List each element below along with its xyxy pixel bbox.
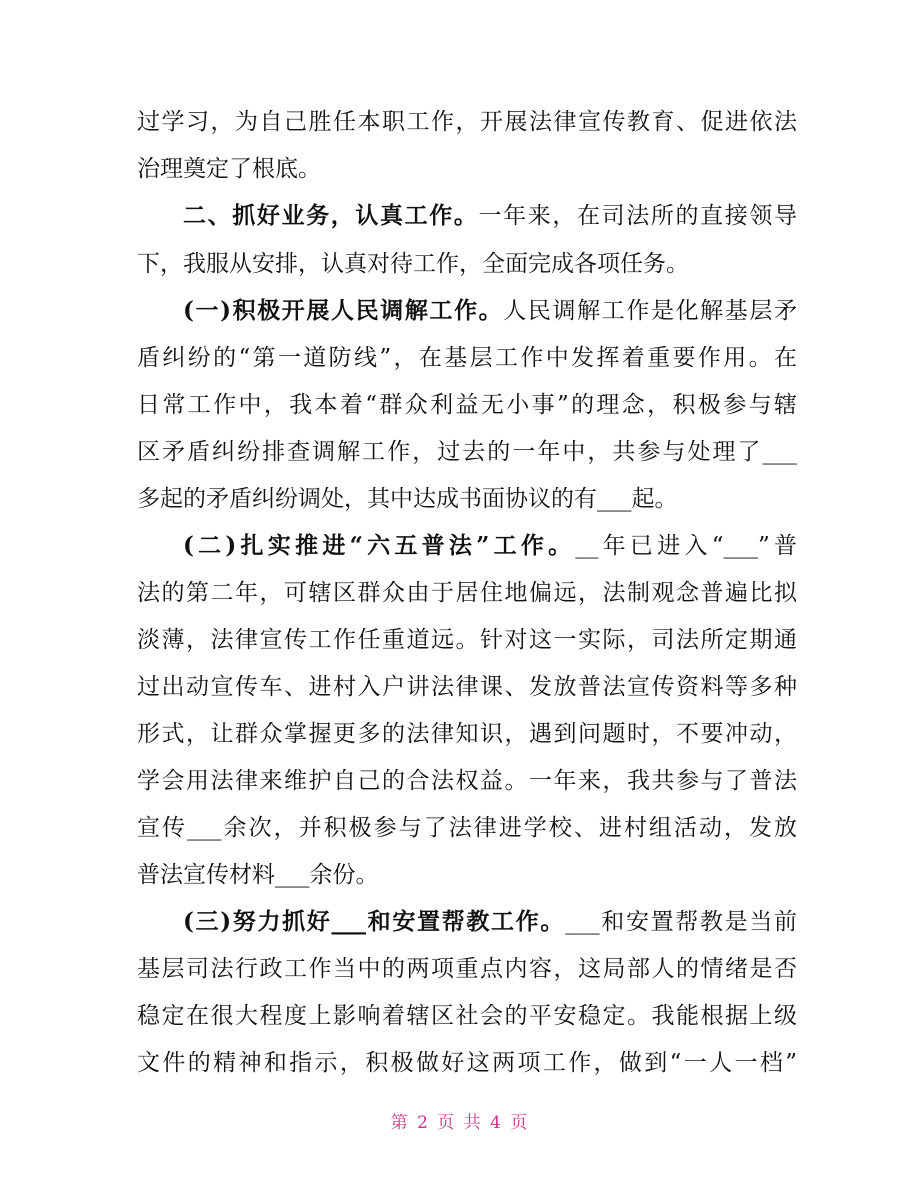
- subsection-text: 人民调解工作是化解基层矛: [503, 298, 797, 324]
- section-heading: 二、抓好业务，认真工作。: [183, 202, 479, 229]
- text-line: 过出动宣传车、进村入户讲法律课、发放普法宣传资料等多种: [137, 674, 797, 700]
- text-line: 淡薄，法律宣传工作任重道远。针对这一实际，司法所定期通: [137, 627, 797, 653]
- subsection-heading-paragraph: [183, 291, 797, 331]
- text-line: 下，我服从安排，认真对待工作，全面完成各项任务。: [137, 251, 689, 277]
- text-line: 宣传___余次，并积极参与了法律进学校、进村组活动，发放: [137, 815, 797, 841]
- section-text: 一年来，在司法所的直接领导: [478, 203, 797, 229]
- section-heading-paragraph: [183, 196, 797, 236]
- subsection-heading-paragraph: [183, 526, 797, 566]
- subsection-heading: (三)努力抓好___和安置帮教工作。: [183, 908, 566, 935]
- text-line: 文件的精神和指示，积极做好这两项工作，做到“一人一档”: [137, 1050, 797, 1076]
- text-line: 日常工作中，我本着“群众利益无小事”的理念，积极参与辖: [137, 392, 797, 418]
- subsection-heading-paragraph: [183, 902, 797, 942]
- text-line: 多起的矛盾纠纷调处，其中达成书面协议的有___起。: [137, 486, 678, 512]
- text-line: 形式，让群众掌握更多的法律知识，遇到问题时，不要冲动，: [137, 721, 797, 747]
- page-number-footer: 第 2 页 共 4 页: [390, 1113, 530, 1133]
- subsection-text: ___和安置帮教是当前: [565, 909, 798, 935]
- text-line: 盾纠纷的“第一道防线”，在基层工作中发挥着重要作用。在: [137, 345, 797, 371]
- subsection-heading: (二)扎实推进“六五普法”工作。: [183, 532, 576, 559]
- text-line: 法的第二年，可辖区群众由于居住地偏远，法制观念普遍比拟: [137, 580, 797, 606]
- text-line: 过学习，为自己胜任本职工作，开展法律宣传教育、促进依法: [137, 109, 797, 135]
- text-line: 区矛盾纠纷排查调解工作，过去的一年中，共参与处理了___: [137, 439, 797, 465]
- text-line: 学会用法律来维护自己的合法权益。一年来，我共参与了普法: [137, 768, 797, 794]
- text-line: 稳定在很大程度上影响着辖区社会的平安稳定。我能根据上级: [137, 1003, 797, 1029]
- subsection-heading: (一)积极开展人民调解工作。: [183, 297, 504, 324]
- text-line: 普法宣传材料___余份。: [137, 862, 379, 888]
- subsection-text: __年已进入“___”普: [575, 533, 797, 559]
- text-line: 治理奠定了根底。: [137, 156, 321, 182]
- text-line: 基层司法行政工作当中的两项重点内容，这局部人的情绪是否: [137, 956, 797, 982]
